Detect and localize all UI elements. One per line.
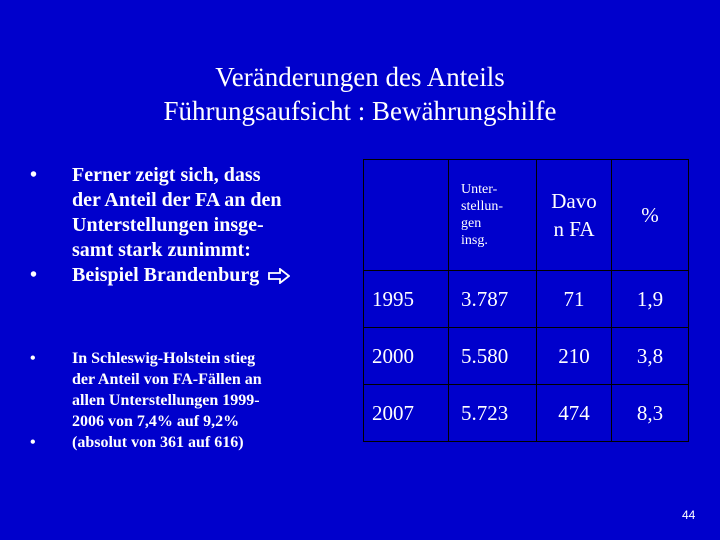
cell-total: 5.580 xyxy=(449,328,537,385)
table-header-row xyxy=(364,160,689,271)
cell-fa: 71 xyxy=(537,271,612,328)
bullet-item xyxy=(30,163,350,263)
bullet-line: Beispiel Brandenburg xyxy=(72,264,260,286)
bullet-line: In Schleswig-Holstein stieg xyxy=(72,350,256,367)
title-line-1: Veränderungen des Anteils xyxy=(215,62,505,92)
bullet-line: Ferner zeigt sich, dass xyxy=(72,164,261,186)
cell-total: 3.787 xyxy=(449,271,537,328)
header-davon-fa xyxy=(537,160,612,271)
bullet-line: 2006 von 7,4% auf 9,2% xyxy=(72,413,240,430)
bullet-item xyxy=(30,432,330,453)
secondary-bullet-list xyxy=(30,348,330,453)
header-text: Davo xyxy=(551,189,597,213)
cell-fa: 474 xyxy=(537,385,612,442)
statistics-table xyxy=(363,159,689,442)
bullet-dot-icon: • xyxy=(30,434,36,451)
bullet-line: der Anteil der FA an den xyxy=(72,189,282,211)
page-number: 44 xyxy=(682,508,696,522)
cell-year: 1995 xyxy=(364,271,449,328)
cell-year: 2000 xyxy=(364,328,449,385)
arrow-right-icon xyxy=(268,268,290,284)
header-text: insg. xyxy=(461,233,488,248)
bullet-line: samt stark zunimmt: xyxy=(72,239,251,261)
bullet-line: der Anteil von FA-Fällen an xyxy=(72,371,262,388)
table-row xyxy=(364,271,689,328)
bullet-line: allen Unterstellungen 1999- xyxy=(72,392,260,409)
cell-fa: 210 xyxy=(537,328,612,385)
table-row xyxy=(364,385,689,442)
header-percent: % xyxy=(612,160,689,271)
header-year xyxy=(364,160,449,271)
bullet-item xyxy=(30,348,330,432)
bullet-dot-icon: • xyxy=(30,264,38,286)
bullet-line: (absolut von 361 auf 616) xyxy=(72,434,244,451)
cell-percent: 8,3 xyxy=(612,385,689,442)
cell-percent: 3,8 xyxy=(612,328,689,385)
main-bullet-list xyxy=(30,163,350,288)
header-text: n FA xyxy=(553,217,595,241)
bullet-item xyxy=(30,263,350,288)
bullet-dot-icon: • xyxy=(30,164,38,186)
table-row xyxy=(364,328,689,385)
bullet-line: Unterstellungen insge- xyxy=(72,214,264,236)
header-text: Unter- xyxy=(461,182,498,197)
header-text: gen xyxy=(461,216,482,231)
cell-total: 5.723 xyxy=(449,385,537,442)
bullet-dot-icon: • xyxy=(30,350,36,367)
header-unterstellungen xyxy=(449,160,537,271)
cell-percent: 1,9 xyxy=(612,271,689,328)
cell-year: 2007 xyxy=(364,385,449,442)
slide-title xyxy=(0,60,720,128)
title-line-2: Führungsaufsicht : Bewährungshilfe xyxy=(163,96,557,126)
header-text: stellun- xyxy=(461,199,503,214)
